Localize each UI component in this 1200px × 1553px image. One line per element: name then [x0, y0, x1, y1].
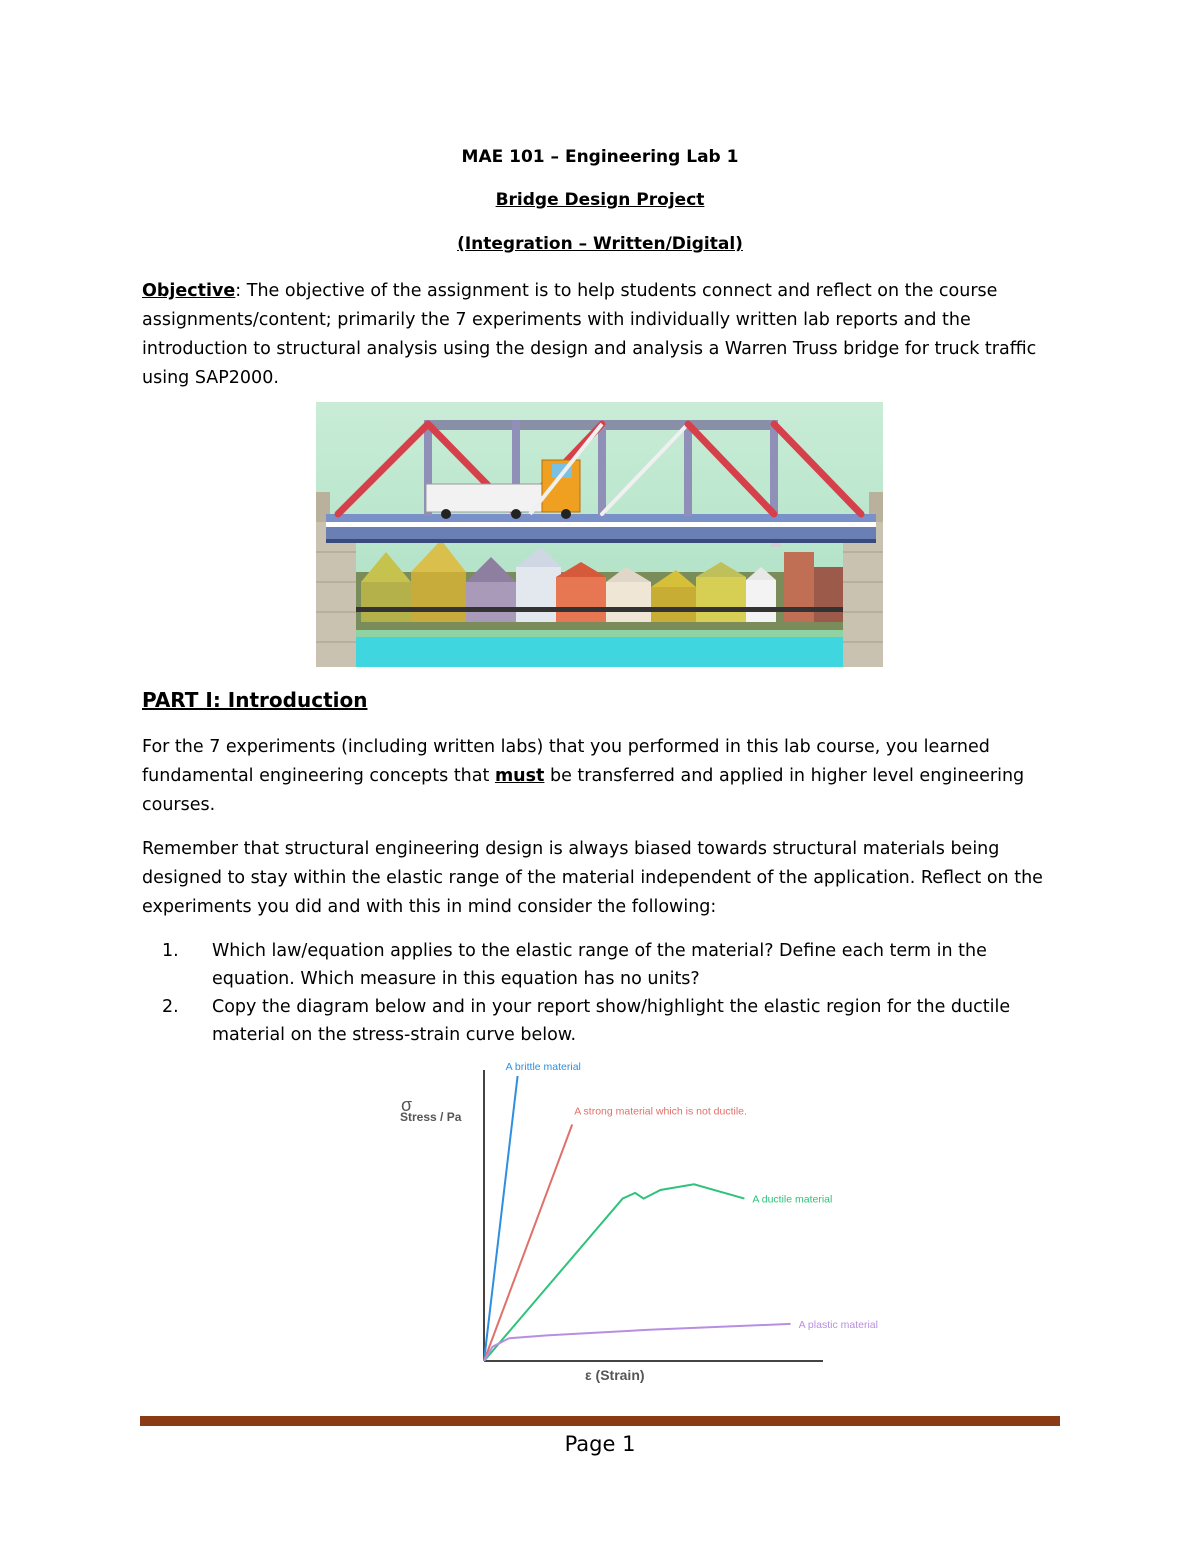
document-title: MAE 101 – Engineering Lab 1 — [461, 147, 739, 167]
series-line-3 — [484, 1184, 744, 1361]
question-number: 1. — [162, 941, 179, 961]
part1-paragraph-2: Remember that structural engineering design is always biased towards structural materials being designed to stay within the elastic range of the material independent of the application. Reflect on the experiments you did and with this in mind consider the following: — [142, 839, 1043, 917]
question-number: 2. — [162, 997, 179, 1017]
y-axis-label: Stress / Pa — [400, 1110, 462, 1124]
series-label-1: A brittle material — [505, 1061, 581, 1073]
series-label-4: A plastic material — [798, 1318, 878, 1331]
part1-para1-after: be transferred and applied in higher level engineering courses. — [142, 766, 1025, 815]
footer-rule — [140, 1416, 1060, 1426]
x-axis-label: ε (Strain) — [585, 1367, 645, 1383]
part1-heading: PART I: Introduction — [142, 688, 368, 712]
question-text: Copy the diagram below and in your report show/highlight the elastic region for the ductile material on the stress-strain curve below. — [212, 997, 1011, 1045]
question-item — [142, 937, 1062, 993]
bridge-illustration — [316, 402, 883, 667]
objective-paragraph — [142, 277, 1062, 393]
series-line-4 — [484, 1324, 791, 1361]
question-item — [142, 993, 1062, 1049]
series-label-2: A strong material which is not ductile. — [574, 1105, 747, 1118]
part1-para1-emphasis: must — [494, 766, 545, 786]
document-subtitle: Bridge Design Project — [495, 190, 705, 210]
part1-paragraph-1 — [142, 733, 1062, 820]
y-axis-symbol: σ — [401, 1095, 413, 1115]
series-label-3: A ductile material — [752, 1193, 833, 1206]
part1-para1-before: For the 7 experiments (including written labs) that you performed in this lab course, you learned fundamental engineering concepts that — [142, 737, 990, 786]
objective-text: : The objective of the assignment is to help students connect and reflect on the course assignments/content; primarily the 7 experiments with individually written lab reports and the introduction to structural analysis using the design and analysis a Warren Truss bridge for truck traffic using SAP2000. — [142, 281, 1037, 388]
objective-label: Objective — [142, 281, 236, 301]
document-mode: (Integration – Written/Digital) — [457, 234, 743, 254]
stress-strain-chart — [395, 1061, 878, 1390]
page-number: Page 1 — [564, 1432, 636, 1456]
question-list — [142, 937, 1062, 1049]
question-text: Which law/equation applies to the elastic range of the material? Define each term in the equation. Which measure in this equation has no units? — [212, 941, 987, 989]
